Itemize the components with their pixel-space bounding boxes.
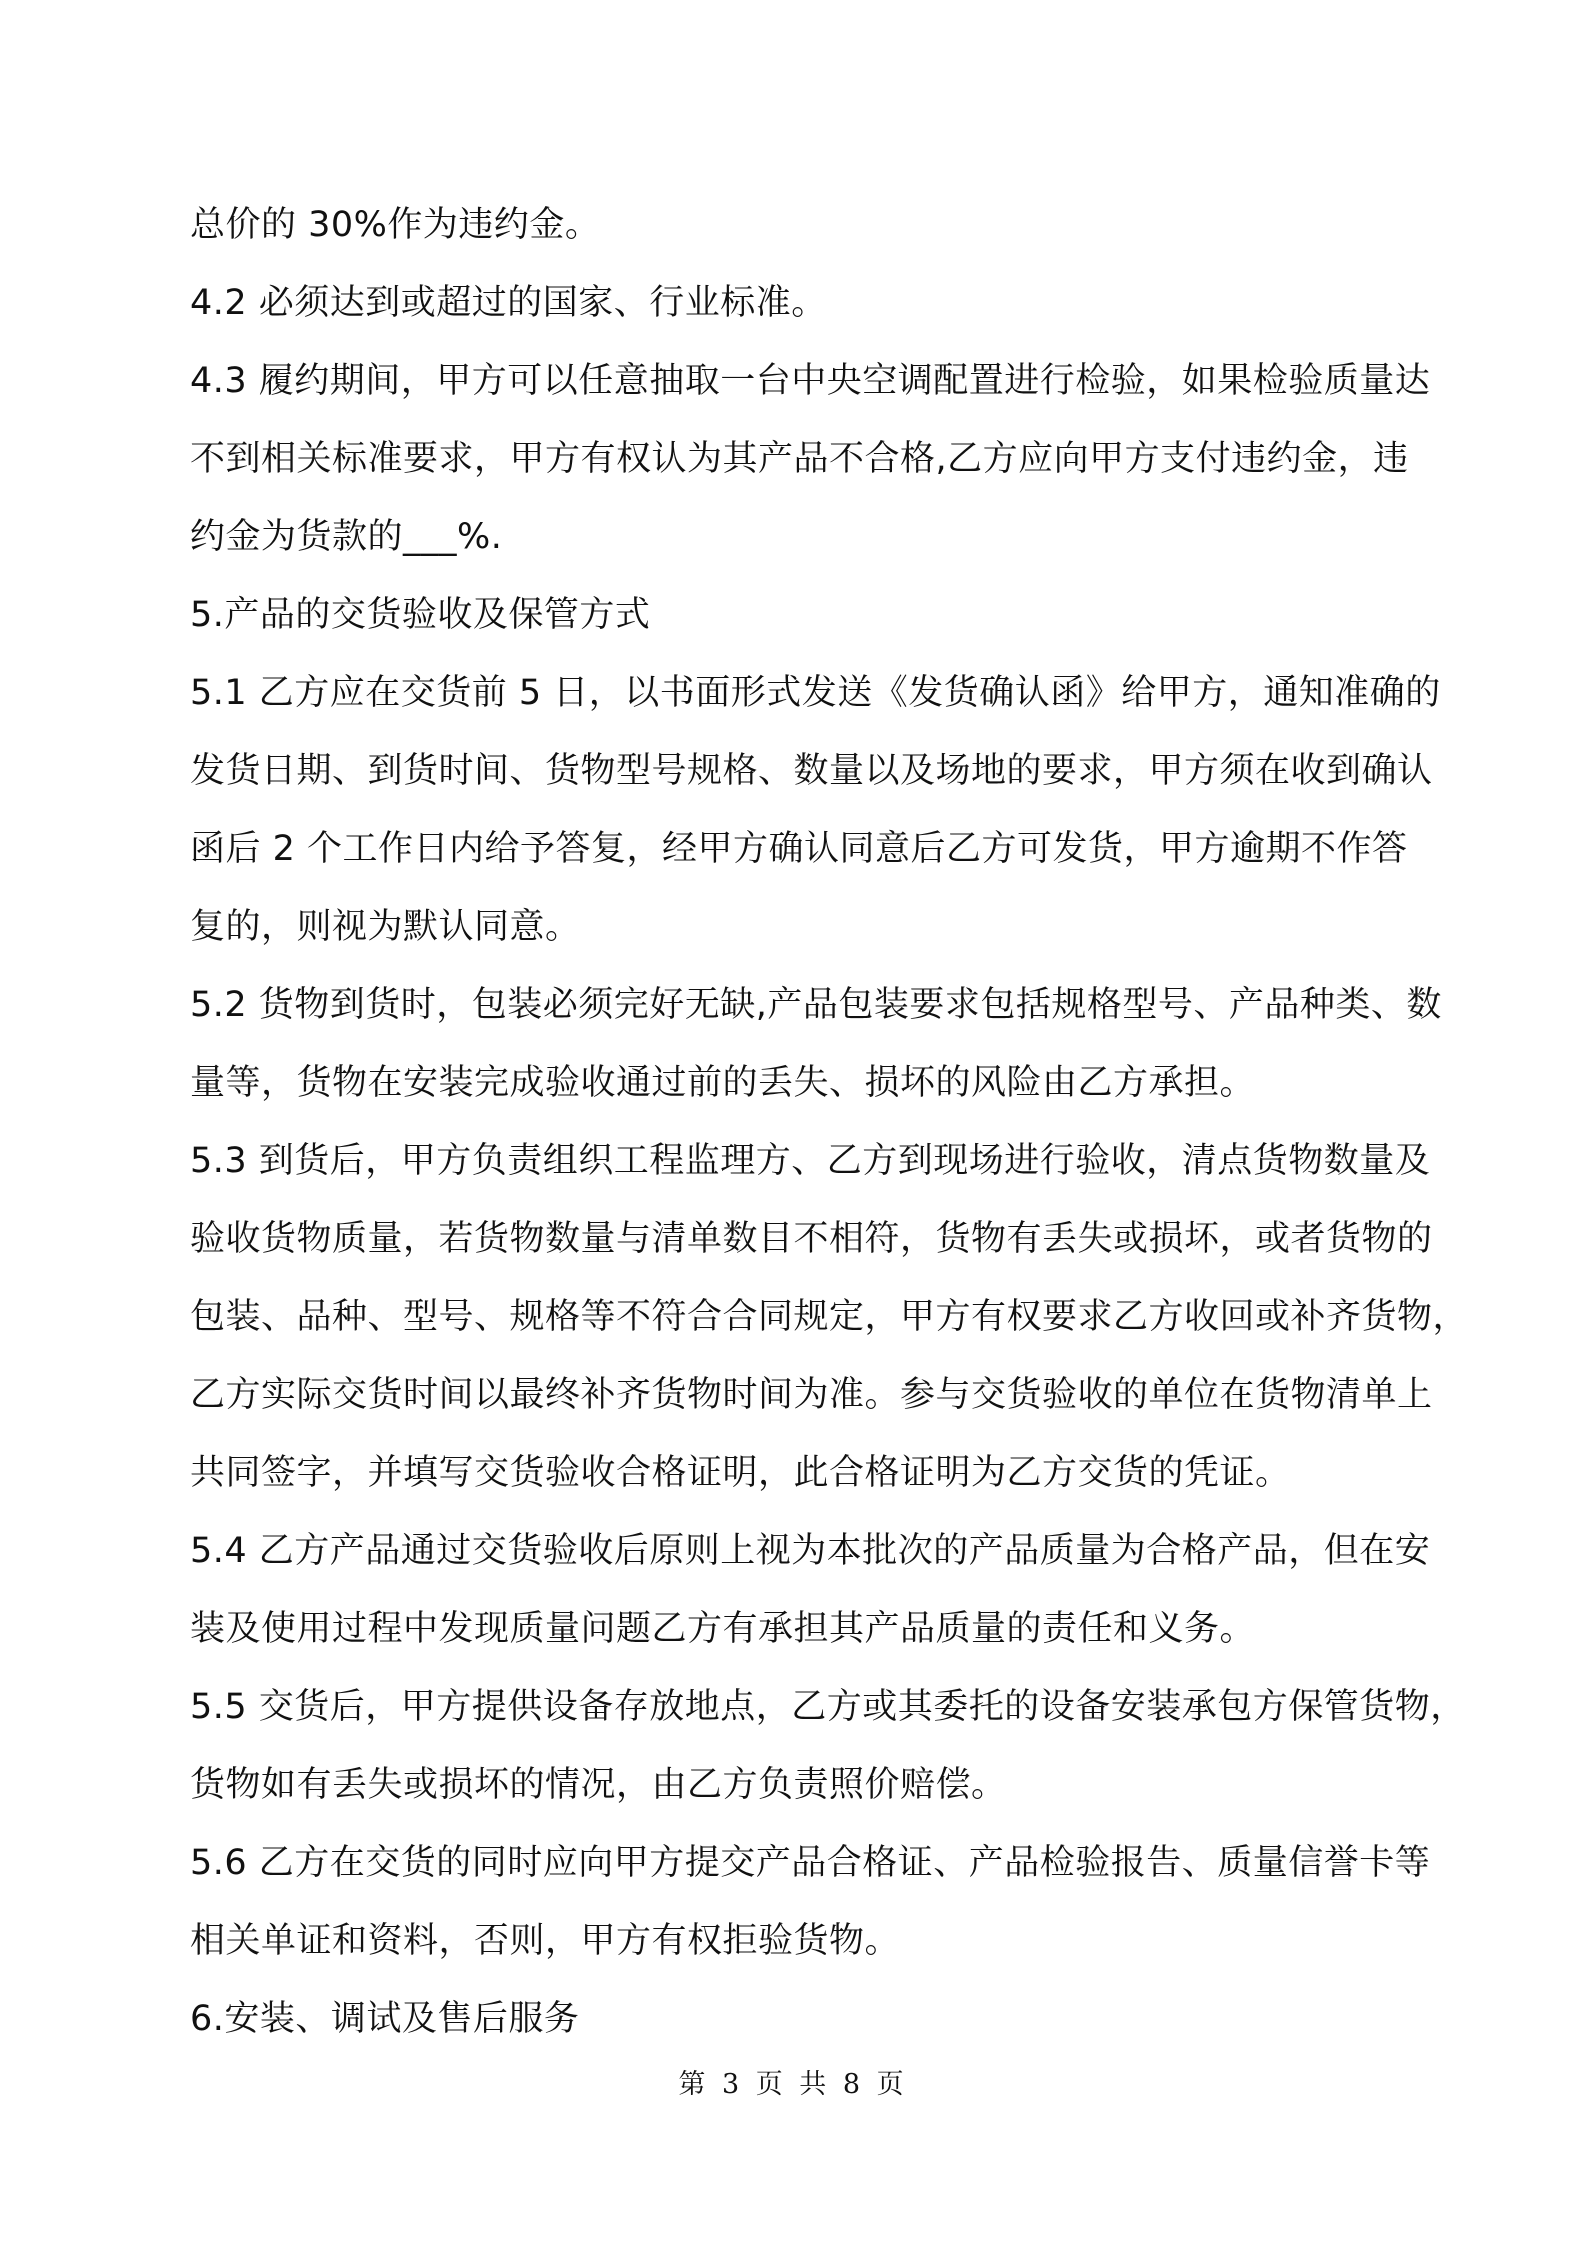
section-heading: 5.产品的交货验收及保管方式 xyxy=(190,595,651,635)
text-line: 量等，货物在安装完成验收通过前的丢失、损坏的风险由乙方承担。 xyxy=(190,1063,1256,1103)
text-line: 乙方实际交货时间以最终补齐货物时间为准。参与交货验收的单位在货物清单上 xyxy=(190,1375,1433,1415)
text-line: 5.1 乙方应在交货前 5 日，以书面形式发送《发货确认函》给甲方，通知准确的 xyxy=(190,673,1441,713)
text-line: 包装、品种、型号、规格等不符合合同规定，甲方有权要求乙方收回或补齐货物， xyxy=(190,1297,1469,1337)
text-line: 共同签字，并填写交货验收合格证明，此合格证明为乙方交货的凭证。 xyxy=(190,1453,1291,1493)
text-line: 验收货物质量，若货物数量与清单数目不相符，货物有丢失或损坏，或者货物的 xyxy=(190,1219,1433,1259)
text-line: 总价的 30%作为违约金。 xyxy=(190,205,601,245)
text-line: 约金为货款的___%. xyxy=(190,517,503,557)
text-line: 4.3 履约期间，甲方可以任意抽取一台中央空调配置进行检验，如果检验质量达 xyxy=(190,361,1431,401)
text-line: 函后 2 个工作日内给予答复，经甲方确认同意后乙方可发货，甲方逾期不作答 xyxy=(190,829,1408,869)
section-heading: 6.安装、调试及售后服务 xyxy=(190,1999,580,2039)
text-line: 发货日期、到货时间、货物型号规格、数量以及场地的要求，甲方须在收到确认 xyxy=(190,751,1433,791)
text-line: 不到相关标准要求，甲方有权认为其产品不合格,乙方应向甲方支付违约金，违 xyxy=(190,439,1409,479)
text-line: 5.5 交货后，甲方提供设备存放地点，乙方或其委托的设备安装承包方保管货物， xyxy=(190,1687,1466,1727)
text-line: 4.2 必须达到或超过的国家、行业标准。 xyxy=(190,283,827,323)
text-line: 5.2 货物到货时，包装必须完好无缺,产品包装要求包括规格型号、产品种类、数 xyxy=(190,985,1442,1025)
text-line: 相关单证和资料，否则，甲方有权拒验货物。 xyxy=(190,1921,901,1961)
text-line: 货物如有丢失或损坏的情况，由乙方负责照价赔偿。 xyxy=(190,1765,1007,1805)
text-line: 5.3 到货后，甲方负责组织工程监理方、乙方到现场进行验收，清点货物数量及 xyxy=(190,1141,1431,1181)
text-line: 5.6 乙方在交货的同时应向甲方提交产品合格证、产品检验报告、质量信誉卡等 xyxy=(190,1843,1431,1883)
page-number-footer: 第 3 页 共 8 页 xyxy=(678,2069,908,2100)
text-line: 装及使用过程中发现质量问题乙方有承担其产品质量的责任和义务。 xyxy=(190,1609,1256,1649)
text-line: 5.4 乙方产品通过交货验收后原则上视为本批次的产品质量为合格产品，但在安 xyxy=(190,1531,1431,1571)
text-line: 复的，则视为默认同意。 xyxy=(190,907,581,947)
document-body xyxy=(190,186,1469,2058)
